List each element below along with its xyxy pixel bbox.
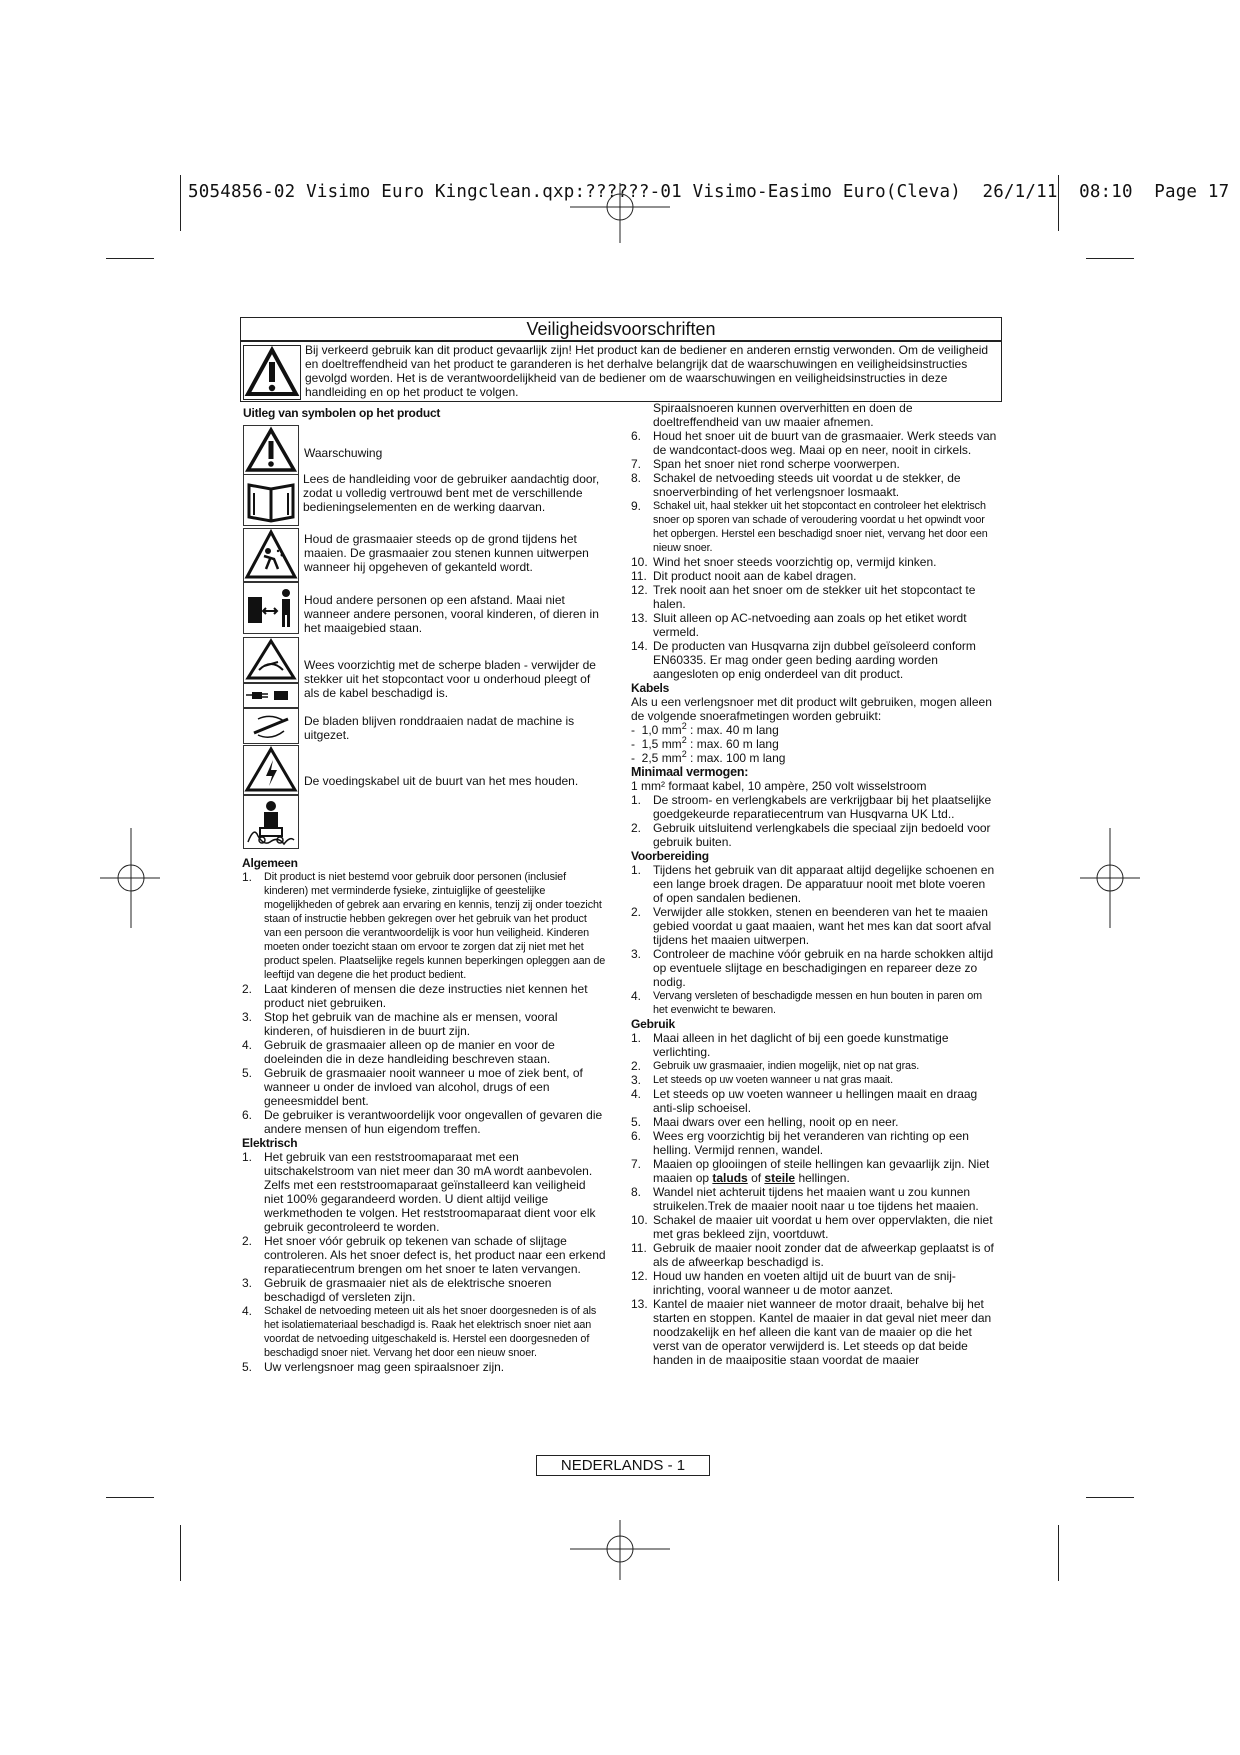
kabels-heading: Kabels bbox=[631, 681, 670, 695]
print-slug: 5054856-02 Visimo Euro Kingclean.qxp:??????-01 Visimo-Easimo Euro(Cleva) 26/1/11 08:10 Page 17 bbox=[188, 182, 1230, 202]
symbol-warning-text: Waarschuwing bbox=[304, 446, 383, 460]
list-item: 12. Houd uw handen en voeten altijd uit de buurt van de snij-inrichting, vooral wanneer u de motor aanzet. bbox=[631, 1269, 956, 1297]
list-item: 2. Het snoer vóór gebruik op tekenen van schade of slijtage controleren. Als het snoer defect is, het product naar een erkend reparatiecentrum brengen om het snoer te laten vervangen. bbox=[242, 1234, 606, 1276]
list-item: 12. Trek nooit aan het snoer om de stekker uit het stopcontact te halen. bbox=[631, 583, 976, 611]
page-footer: NEDERLANDS - 1 bbox=[536, 1455, 710, 1476]
registration-mark-right bbox=[1080, 828, 1140, 928]
list-item: 14. De producten van Husqvarna zijn dubbel geïsoleerd conform EN60335. Er mag onder geen beding aarding worden aangesloten op enig onderdeel van dit product. bbox=[631, 639, 976, 681]
list-item: 5. Maai dwars over een helling, nooit op en neer. bbox=[631, 1115, 899, 1129]
rotating-blade-icon bbox=[243, 708, 299, 744]
list-item: 3. Let steeds op uw voeten wanneer u nat gras maait. bbox=[631, 1073, 893, 1087]
kabels-intro: Als u een verlengsnoer met dit product wilt gebruiken, mogen alleen de volgende snoerafmetingen worden gebruikt: bbox=[631, 695, 992, 723]
symbols-heading: Uitleg van symbolen op het product bbox=[243, 406, 441, 420]
electric-shock-icon bbox=[243, 745, 299, 795]
gebruik-heading: Gebruik bbox=[631, 1017, 675, 1031]
list-item: 4. Schakel de netvoeding meteen uit als het snoer doorgesneden is of als het isolatiemateriaal beschadigd is. Raak het elektrisch snoer niet aan voordat de netvoeding uitgeschakeld is. Herstel een doorgesneden of beschadigd snoer niet. Vervang het door een nieuw snoer. bbox=[242, 1304, 597, 1359]
list-item: 2. Gebruik uitsluitend verlengkabels die speciaal zijn bedoeld voor gebruik buiten. bbox=[631, 821, 991, 849]
list-item: 2. Verwijder alle stokken, stenen en beenderen van het te maaien gebied voordat u gaat maaien, want het mes kan dat soort afval tijdens het maaien uitwerpen. bbox=[631, 905, 992, 947]
warning-symbol-icon bbox=[243, 425, 299, 475]
list-item: 1. De stroom- en verlengkabels are verkrijgbaar bij het plaatselijke goedgekeurde reparatiecentrum van Husqvarna UK Ltd.. bbox=[631, 793, 992, 821]
registration-mark-left bbox=[100, 828, 160, 928]
list-item: 8. Wandel niet achteruit tijdens het maaien want u zou kunnen struikelen.Trek de maaier nooit naar u toe tijdens het maaien. bbox=[631, 1185, 979, 1213]
list-item: 6. Wees erg voorzichtig bij het veranderen van richting op een helling. Vermijd rennen, wandel. bbox=[631, 1129, 969, 1157]
symbol-cable-text: De voedingskabel uit de buurt van het mes houden. bbox=[304, 774, 579, 788]
symbol-blade-text: Wees voorzichtig met de scherpe bladen - verwijder de stekker uit het stopcontact voor u onderhoud pleegt of als de kabel beschadigd is. bbox=[304, 658, 596, 700]
keep-distance-icon bbox=[243, 582, 299, 634]
list-item: 3. Controleer de machine vóór gebruik en na harde schokken altijd op eventuele slijtage en beschadigingen en repareer deze zo nodig. bbox=[631, 947, 994, 989]
list-item: 7. Span het snoer niet rond scherpe voorwerpen. bbox=[631, 457, 900, 471]
list-item: 7. Maaien op glooiingen of steile hellingen kan gevaarlijk zijn. Niet maaien op taluds of steile hellingen. bbox=[631, 1157, 990, 1185]
list-item: 6. De gebruiker is verantwoordelijk voor ongevallen of gevaren die andere mensen of hun eigendom treffen. bbox=[242, 1108, 603, 1136]
list-item: 10. Schakel de maaier uit voordat u hem over oppervlakten, die niet met gras bekleed zijn, voortduwt. bbox=[631, 1213, 993, 1241]
registration-mark-bottom bbox=[570, 1520, 670, 1580]
list-item: 1. Maai alleen in het daglicht of bij een goede kunstmatige verlichting. bbox=[631, 1031, 949, 1059]
list-item: 11. Dit product nooit aan de kabel dragen. bbox=[631, 569, 857, 583]
list-item: 2. Laat kinderen of mensen die deze instructies niet kennen het product niet gebruiken. bbox=[242, 982, 588, 1010]
symbol-keep-distance-text: Houd andere personen op een afstand. Maai niet wanneer andere personen, vooral kinderen, of dieren in het maaigebied staan. bbox=[304, 593, 599, 635]
list-item: 1. Het gebruik van een reststroomaparaat met een uitschakelstroom van niet meer dan 30 mA wordt aanbevolen. Zelfs met een reststroomaparaat geïnstalleerd kan veiligheid niet 100% gegarandeerd worden. U dient altijd veilige werkmethoden te volgen. Het reststroomaparaat dient voor elk gebruik gecontroleerd te worden. bbox=[242, 1150, 596, 1234]
kabel-size-2: - 1,5 $mm^2$ : max. 60 m lang bbox=[631, 735, 779, 751]
unplug-icon bbox=[243, 683, 299, 708]
symbol-thrown-objects-text: Houd de grasmaaier steeds op de grond tijdens het maaien. De grasmaaier zou stenen kunnen uitwerpen wanneer hij opgeheven of gekanteld wordt. bbox=[304, 532, 589, 574]
list-item: 5. Gebruik de grasmaaier nooit wanneer u moe of ziek bent, of wanneer u onder de invloed van alcohol, drugs of een geneesmiddel bent. bbox=[242, 1066, 583, 1108]
list-item: 11. Gebruik de maaier nooit zonder dat de afweerkap geplaatst is of als de afweerkap beschadigd is. bbox=[631, 1241, 994, 1269]
list-item: 2. Gebruik uw grasmaaier, indien mogelijk, niet op nat gras. bbox=[631, 1059, 920, 1073]
manual-symbol-icon bbox=[243, 474, 299, 526]
list-item: 3. Gebruik de grasmaaier niet als de elektrische snoeren beschadigd of versleten zijn. bbox=[242, 1276, 552, 1304]
kabel-size-1: - 1,0 $mm^2$ : max. 40 m lang bbox=[631, 721, 779, 737]
elektrisch-heading: Elektrisch bbox=[242, 1136, 298, 1150]
list-item: 1. Tijdens het gebruik van dit apparaat altijd degelijke schoenen en een lange broek dragen. De apparatuur nooit met blote voeren of open sandalen bedienen. bbox=[631, 863, 995, 905]
list-item: 13. Kantel de maaier niet wanneer de motor draait, behalve bij het starten en stoppen. Kantel de maaier in dat geval niet meer dan noodzakelijk en hef alleen die kant van de maaier op die het verst van de operator verwijderd is. Let steeds op dat beide handen in de maaipositie staan voordat de maaier bbox=[631, 1297, 992, 1367]
list-item: 1. Dit product is niet bestemd voor gebruik door personen (inclusief kinderen) met verminderde fysieke, zintuiglijke of geestelijke mogelijkheden of gebrek aan ervaring en kennis, tenzij zij onder toezicht staan of instructie hebben gekregen over het gebruik van het product van een persoon die verantwoordelijk is voor hun veiligheid. Kinderen moeten onder toezicht staan om ervoor te zorgen dat zij niet met het product spelen. Plaatselijke regels kunnen beperkingen opleggen aan de leeftijd van degene die het product bedient. bbox=[242, 870, 606, 981]
intro-text: Bij verkeerd gebruik kan dit product gevaarlijk zijn! Het product kan de bediener en anderen ernstig verwonden. Om de veiligheid en doeltreffendheid van het product te garanderen is het derhalve belangrijk dat de waarschuwingen en veiligheidsinstructies gevolgd worden. Het is de verantwoordelijkheid van de bediener om de waarschuwingen en veiligheidsinstructies in deze handleiding en op het product te volgen. bbox=[305, 343, 989, 399]
list-item: 6. Houd het snoer uit de buurt van de grasmaaier. Werk steeds van de wandcontact-doos weg. Maai op en neer, nooit in cirkels. bbox=[631, 429, 997, 457]
right-column-lists bbox=[631, 401, 997, 1367]
intro-warning-box bbox=[240, 341, 1002, 402]
list-item: 5. Uw verlengsnoer mag geen spiraalsnoer zijn. bbox=[242, 1360, 505, 1374]
symbol-manual-text: Lees de handleiding voor de gebruiker aandachtig door, zodat u volledig vertrouwd bent met de verschillende bedieningselementen en de werking daarvan. bbox=[303, 472, 600, 514]
list-item: 9. Schakel uit, haal stekker uit het stopcontact en controleer het elektrisch snoer op sporen van schade of veroudering voordat u het opwindt voor het opbergen. Herstel een beschadigd snoer niet, vervang het door een nieuw snoer. bbox=[631, 499, 988, 554]
voorbereiding-heading: Voorbereiding bbox=[631, 849, 709, 863]
list-item: 4. Let steeds op uw voeten wanneer u hellingen maait en draag anti-slip schoeisel. bbox=[631, 1087, 978, 1115]
algemeen-heading: Algemeen bbox=[242, 856, 298, 870]
left-column-lists bbox=[242, 856, 606, 1374]
kabel-size-3: - 2,5 $mm^2$ : max. 100 m lang bbox=[631, 749, 786, 765]
minimaal-text: 1 mm² formaat kabel, 10 ampère, 250 volt wisselstroom bbox=[631, 779, 927, 793]
elektrisch-continued: Spiraalsnoeren kunnen oververhitten en doen de doeltreffendheid van uw maaier afnemen. bbox=[653, 401, 913, 429]
list-item: 13. Sluit alleen op AC-netvoeding aan zoals op het etiket wordt vermeld. bbox=[631, 611, 967, 639]
thrown-objects-icon bbox=[243, 528, 299, 582]
list-item: 4. Vervang versleten of beschadigde messen en hun bouten in paren om het evenwicht te bewaren. bbox=[631, 989, 983, 1016]
blade-warning-icon bbox=[243, 637, 299, 683]
list-item: 10. Wind het snoer steeds voorzichtig op, vermijd kinken. bbox=[631, 555, 937, 569]
page-title: Veiligheidsvoorschriften bbox=[240, 317, 1002, 341]
symbol-rotating-text: De bladen blijven ronddraaien nadat de machine is uitgezet. bbox=[304, 714, 575, 742]
list-item: 4. Gebruik de grasmaaier alleen op de manier en voor de doeleinden die in deze handleiding beschreven staan. bbox=[242, 1038, 555, 1066]
list-item: 3. Stop het gebruik van de machine als er mensen, vooral kinderen, of huisdieren in de buurt zijn. bbox=[242, 1010, 558, 1038]
list-item: 8. Schakel de netvoeding steeds uit voordat u de stekker, de snoerverbinding of het verlengsnoer losmaakt. bbox=[631, 471, 961, 499]
warning-triangle-icon bbox=[243, 345, 301, 400]
cable-away-icon bbox=[243, 795, 299, 849]
minimaal-heading: Minimaal vermogen: bbox=[631, 765, 749, 779]
